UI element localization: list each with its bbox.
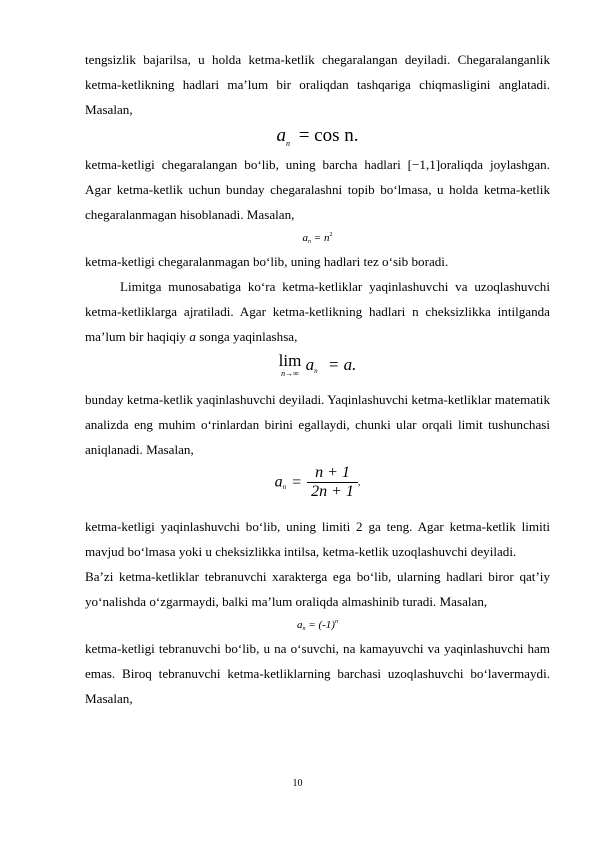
formula-fraction: $a_n$ = $\frac{n + 1}{2n + 1}$ , bbox=[274, 464, 361, 500]
formula-cos: $a_n = \cos n$. bbox=[276, 125, 359, 148]
document-page bbox=[85, 47, 550, 711]
paragraph-oscillating-intro: Ba’zi ketma-ketliklar tebranuvchi xarakterga ega bo‘lib, ularning hadlari biror qat’iy yo‘nalishda o‘zgarmaydi, balki ma’lum oraliqda almashinib turadi. Masalan, bbox=[85, 569, 550, 609]
fraction: $\frac{n + 1}{2n + 1}$ bbox=[307, 464, 358, 501]
formula-alternating: an = $(-1)^n$ bbox=[297, 619, 338, 632]
paragraph-limit-2: ketma-ketligi yaqinlashuvchi bo‘lib, uning limiti 2 ga teng. Agar ketma-ketlik limiti mavjud bo‘lmasa yoki u cheksizlikka intilsa, ketma-ketlik uzoqlashuvchi deyiladi. bbox=[85, 519, 550, 559]
formula-limit: lim n→∞ an = a. bbox=[278, 351, 357, 378]
paragraph-oscillating: ketma-ketligi tebranuvchi bo‘lib, u na o‘suvchi, na kamayuvchi va yaqinlashuvchi ham emas. Biroq tebranuvchi ketma-ketliklarning barchasi uzoqlashuvchi bo‘lavermaydi. Masalan, bbox=[85, 641, 550, 706]
paragraph-bounded-example: ketma-ketligi chegaralangan bo‘lib, uning barcha hadlari [−1,1]oraliqda joylashgan. Agar ketma-ketlik uchun bunday chegaralashni topib bo‘lmasa, u holda ketma-ketlik chegaralanmagan hisoblanadi. Masalan, bbox=[85, 157, 550, 222]
paragraph-unbounded: ketma-ketligi chegaralanmagan bo‘lib, uning hadlari tez o‘sib boradi. bbox=[85, 254, 449, 269]
paragraph-convergent: bunday ketma-ketlik yaqinlashuvchi deyiladi. Yaqinlashuvchi ketma-ketliklar matematik analizda eng muhim o‘rinlardan birini egallaydi, chunki ular orqali limit tushunchasi aniqlanadi. Masalan, bbox=[85, 392, 550, 457]
page-number: 10 bbox=[292, 778, 303, 789]
formula-n-squared: an = $n^2$ bbox=[302, 232, 333, 245]
paragraph-bounded-definition: tengsizlik bajarilsa, u holda ketma-ketlik chegaralangan deyiladi. Chegaralanganlik ketma-ketlikning hadlari ma’lum bir oraliqdan tashqariga chiqmasligini anglatadi. Masalan, bbox=[85, 52, 550, 117]
paragraph-limit-intro: Limitga munosabatiga ko‘ra ketma-ketliklar yaqinlashuvchi va uzoqlashuvchi ketma-ketliklarga ajratiladi. Agar ketma-ketlikning hadlari n cheksizlikka intilganda ma’lum bir haqiqiy a songa yaqinlashsa, bbox=[85, 279, 550, 344]
